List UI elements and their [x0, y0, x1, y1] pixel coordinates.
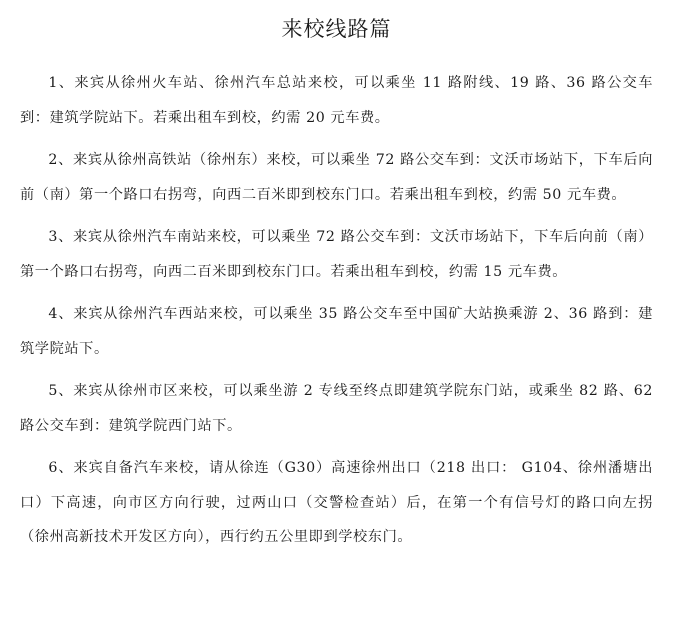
- route-paragraph-6: 6、来宾自备汽车来校，请从徐连（G30）高速徐州出口（218 出口： G104、徐州潘塘出口）下高速，向市区方向行驶，过两山口（交警检查站）后，在第一个有信号灯的路口向左拐（徐州高新技术开发区方向），西行约五公里即到学校东门。: [20, 460, 653, 545]
- page-title: 来校线路篇: [281, 17, 392, 41]
- route-paragraph-4: 4、来宾从徐州汽车西站来校，可以乘坐 35 路公交车至中国矿大站换乘游 2、36 路到：建筑学院站下。: [20, 306, 653, 357]
- route-paragraph-1: 1、来宾从徐州火车站、徐州汽车总站来校，可以乘坐 11 路附线、19 路、36 路公交车到：建筑学院站下。若乘出租车到校，约需 20 元车费。: [20, 75, 653, 126]
- route-paragraph-5: 5、来宾从徐州市区来校，可以乘坐游 2 专线至终点即建筑学院东门站，或乘坐 82 路、62 路公交车到：建筑学院西门站下。: [20, 383, 653, 434]
- route-paragraph-2: 2、来宾从徐州高铁站（徐州东）来校，可以乘坐 72 路公交车到：文沃市场站下，下车后向前（南）第一个路口右拐弯，向西二百米即到校东门口。若乘出租车到校，约需 50 元车费。: [20, 152, 653, 203]
- route-paragraph-3: 3、来宾从徐州汽车南站来校，可以乘坐 72 路公交车到：文沃市场站下，下车后向前（南）第一个路口右拐弯，向西二百米即到校东门口。若乘出租车到校，约需 15 元车费。: [20, 229, 653, 280]
